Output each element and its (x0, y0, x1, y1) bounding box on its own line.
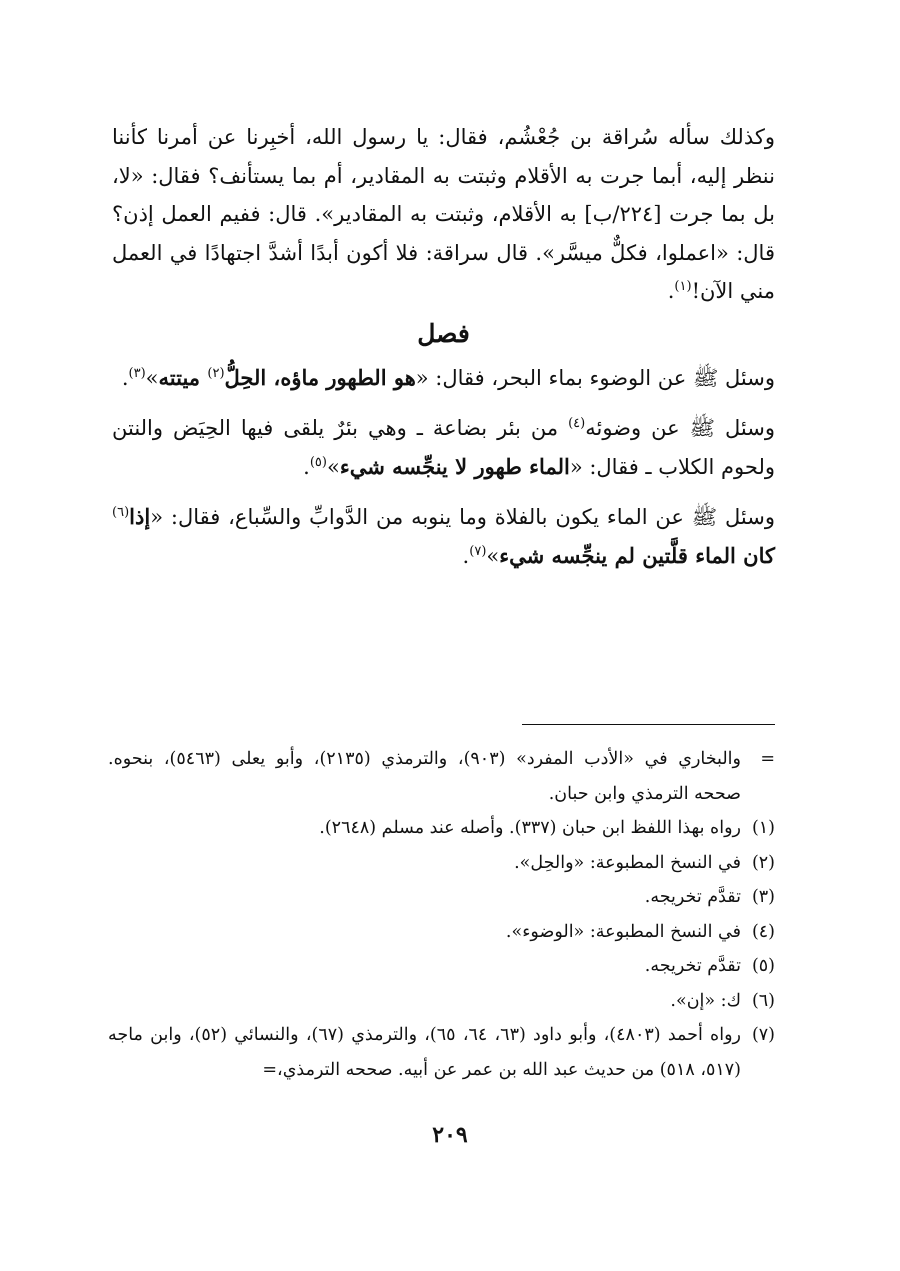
footnote-ref: (٧) (469, 543, 487, 559)
footnote-ref: (٤) (568, 416, 586, 431)
footnote-number: (٢) (751, 852, 775, 873)
footnote-ref: (١) (674, 279, 692, 294)
footnote-2 (108, 846, 775, 881)
hadith-text: هو الطهور ماؤه، الحِلُّ (224, 364, 416, 390)
footnote-number: (٥) (751, 956, 775, 976)
quote-mark: » (327, 454, 340, 479)
hadith-text: كان الماء قلَّتين لم ينجِّسه شيء (499, 542, 775, 568)
page-number: ٢٠٩ (432, 1122, 468, 1148)
paragraph-budaah-well (112, 409, 775, 486)
paragraph-text: وسئل ﷺ عن الماء يكون بالفلاة وما ينوبه من الدَّوابِّ والسِّباع، فقال: « (150, 505, 775, 529)
footnote-text: رواه بهذا اللفظ ابن حبان (٣٣٧). وأصله عند مسلم (٢٦٤٨). (319, 818, 741, 838)
paragraph-text: من بئر بضاعة ـ وهي بئرٌ يلقى فيها الحِيَض والنتن ولحوم الكلاب ـ فقال: « (112, 416, 775, 479)
footnote-number: (١) (751, 818, 775, 838)
footnote-number: (٦) (751, 990, 775, 1011)
footnotes (108, 742, 775, 1087)
footnote-separator (522, 724, 775, 725)
footnote-3 (108, 880, 775, 915)
hadith-text: إذا (129, 504, 151, 529)
paragraph-text: وسئل ﷺ عن الوضوء بماء البحر، فقال: « (415, 365, 775, 390)
punctuation: . (121, 365, 129, 390)
footnote-text: والبخاري في «الأدب المفرد» (٩٠٣)، والترمذي (٢١٣٥)، وأبو يعلى (٥٤٦٣)، بنحوه. صححه الترمذي وابن حبان. (108, 749, 741, 804)
footnote-text: رواه أحمد (٤٨٠٣)، وأبو داود (٦٣، ٦٤، ٦٥)، والترمذي (٦٧)، والنسائي (٥٢)، وابن ماجه (٥١٧، ٥١٨) من حديث عبد الله بن عمر عن أبيه. صححه الترمذي،= (108, 1025, 741, 1080)
footnote-ref: (٢) (207, 365, 225, 381)
paragraph-two-qullas (112, 498, 775, 575)
punctuation: . (462, 543, 470, 568)
hadith-text: ميتته (158, 364, 208, 390)
footnote-number: = (760, 749, 775, 769)
footnote-ref: (٣) (128, 365, 146, 381)
footnote-number: (٧) (751, 1025, 775, 1045)
paragraph-text: وكذلك سأله سُراقة بن جُعْشُم، فقال: يا رسول الله، أخبِرنا عن أمرنا كأننا ننظر إليه، أبما جرت به الأقلام وثبتت به المقادير، أم بما يستأنف؟ فقال: «لا، بل بما جرت [٢٢٤/ب] به الأقلام، وثبتت به المقادير». قال: ففيم العمل إذن؟ قال: «اعملوا، فكلٌّ ميسَّر». قال سراقة: فلا أكون أبدًا أشدَّ اجتهادًا في العمل مني الآن! (112, 125, 775, 303)
paragraph-sea-water (112, 359, 775, 398)
footnote-text: ك: «إن». (670, 990, 741, 1011)
footnote-4 (108, 915, 775, 950)
quote-mark: » (486, 543, 500, 568)
section-heading: فصل (417, 318, 470, 348)
footnote-ref: (٥) (309, 454, 327, 470)
footnote-number: (٤) (751, 921, 775, 942)
footnote-text: في النسخ المطبوعة: «الوضوء». (505, 921, 741, 942)
footnote-number: (٣) (751, 887, 775, 907)
footnote-6 (108, 984, 775, 1019)
hadith-text: الماء طهور لا ينجِّسه شيء (339, 453, 570, 479)
paragraph-suraqa: وكذلك سأله سُراقة بن جُعْشُم، فقال: يا رسول الله، أخبِرنا عن أمرنا كأننا ننظر إليه، أبما جرت به الأقلام وثبتت به المقادير، أم بما يستأنف؟ فقال: «لا، بل بما جرت [٢٢٤/ب] به الأقلام، وثبتت به المقادير». قال: ففيم العمل إذن؟ قال: «اعملوا، فكلٌّ ميسَّر». قال سراقة: فلا أكون أبدًا أشدَّ اجتهادًا في العمل مني الآن!$^{(١)}$. (112, 125, 775, 303)
footnote-text: في النسخ المطبوعة: «والحِل». (514, 852, 741, 873)
footnote-text: تقدَّم تخريجه. (644, 887, 741, 907)
paragraph-text: وسئل ﷺ عن وضوئه (585, 416, 775, 440)
main-text (112, 118, 775, 575)
footnote-text: تقدَّم تخريجه. (644, 956, 741, 976)
quote-mark: » (145, 365, 159, 390)
footnote-continued (108, 742, 775, 811)
footnote-ref: (٦) (112, 505, 130, 520)
footnote-1 (108, 811, 775, 846)
footnote-7 (108, 1018, 775, 1087)
punctuation: . (303, 454, 310, 479)
footnote-5 (108, 949, 775, 984)
